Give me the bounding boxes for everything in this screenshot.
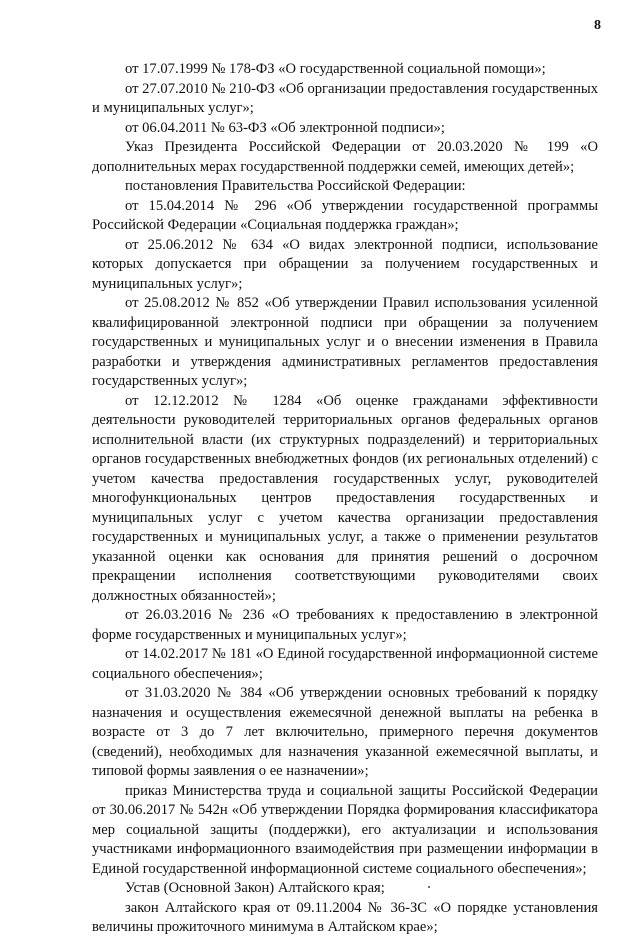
page-number: 8 <box>594 18 601 33</box>
paragraph: постановления Правительства Российской Федерации: <box>125 178 466 194</box>
paragraph: от 14.02.2017 № 181 «О Единой государственной информационной системе социального обеспечения»; <box>92 646 598 682</box>
scan-speck <box>428 886 430 888</box>
paragraph: Указ Президента Российской Федерации от 20.03.2020 № 199 «О дополнительных мерах государственной поддержки семей, имеющих детей»; <box>92 139 598 175</box>
paragraph: от 17.07.1999 № 178-ФЗ «О государственной социальной помощи»; <box>125 61 546 77</box>
paragraph: от 15.04.2014 № 296 «Об утверждении государственной программы Российской Федерации «Социальная поддержка граждан»; <box>92 197 598 233</box>
document-body <box>92 60 598 938</box>
paragraph: от 26.03.2016 № 236 «О требованиях к предоставлению в электронной форме государственных и муниципальных услуг»; <box>92 607 598 643</box>
paragraph: приказ Министерства труда и социальной защиты Российской Федерации от 30.06.2017 № 542н «Об утверждении Порядка формирования классификатора мер социальной защиты (поддержки), его актуализации и использования участниками информационного взаимодействия при размещении информации в Единой государственной информационной системе социального обеспечения»; <box>92 782 598 877</box>
paragraph: от 12.12.2012 № 1284 «Об оценке гражданами эффективности деятельности руководителей территориальных органов федеральных органов исполнительной власти (их структурных подразделений) и территориальных органов государственных внебюджетных фондов (их региональных отделений) с учетом качества предоставления государственных услуг, руководителей многофункциональных центров предоставления государственных и муниципальных услуг с учетом качества организации предоставления государственных и муниципальных услуг, а также о применении результатов указанной оценки как основания для принятия решений о досрочном прекращении исполнения соответствующими руководителями своих должностных обязанностей»; <box>92 392 598 604</box>
paragraph: от 25.08.2012 № 852 «Об утверждении Правил использования усиленной квалифицированной электронной подписи при обращении за получением государственных и муниципальных услуг и о внесении изменения в Правила разработки и утверждения административных регламентов предоставления государственных услуг»; <box>92 295 598 389</box>
paragraph: от 25.06.2012 № 634 «О видах электронной подписи, использование которых допускается при обращении за получением государственных и муниципальных услуг»; <box>92 236 598 292</box>
paragraph: от 27.07.2010 № 210-ФЗ «Об организации предоставления государственных и муниципальных услуг»; <box>92 80 598 116</box>
paragraph: Устав (Основной Закон) Алтайского края; <box>125 880 385 896</box>
paragraph: от 31.03.2020 № 384 «Об утверждении основных требований к порядку назначения и осуществления ежемесячной денежной выплаты на ребенка в возрасте от 3 до 7 лет включительно, примерного перечня документов (сведений), необходимых для назначения указанной ежемесячной выплаты, и типовой формы заявления о ее назначении»; <box>92 685 598 779</box>
paragraph: от 06.04.2011 № 63-ФЗ «Об электронной подписи»; <box>125 119 445 136</box>
paragraph: закон Алтайского края от 09.11.2004 № 36-ЗС «О порядке установления величины прожиточного минимума в Алтайском крае»; <box>92 899 598 935</box>
